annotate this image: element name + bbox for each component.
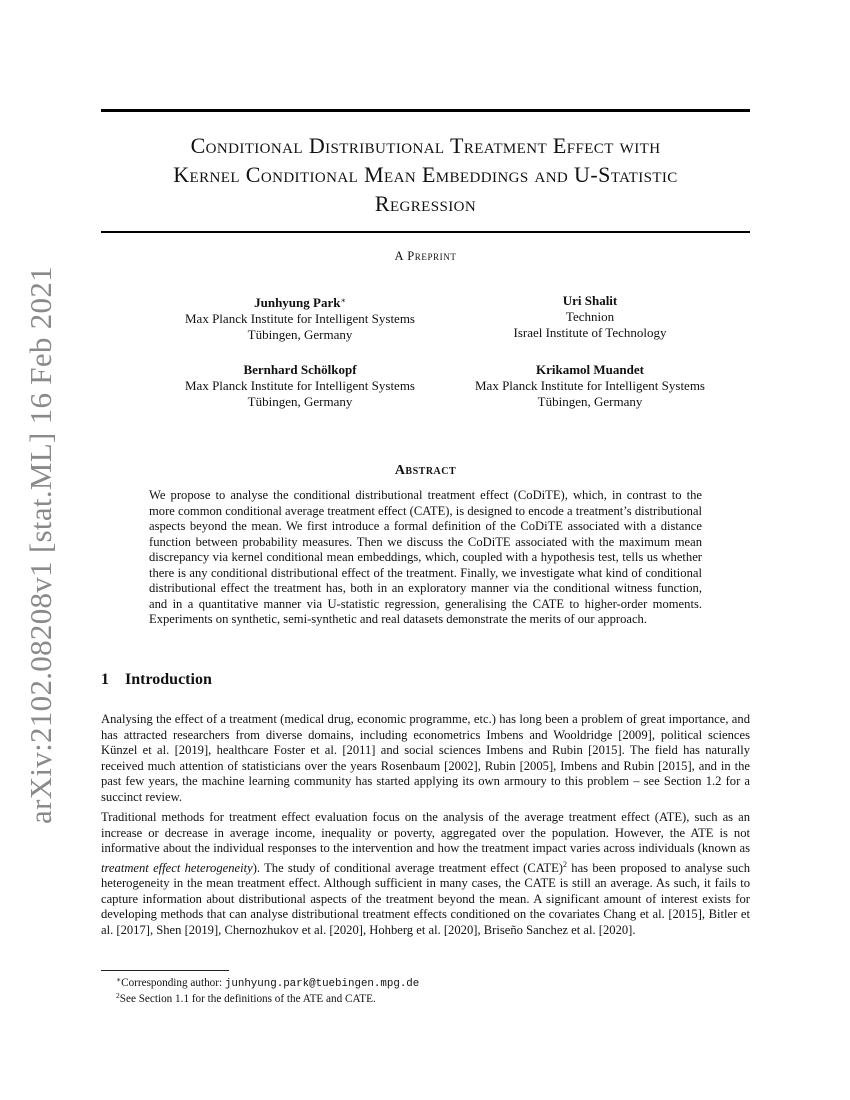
author-name: Bernhard Schölkopf <box>243 362 357 377</box>
author-location: Tübingen, Germany <box>537 394 643 409</box>
title-line-1: Conditional Distributional Treatment Effect with <box>190 133 661 158</box>
author-affiliation: Technion <box>565 309 615 324</box>
author-affiliation: Max Planck Institute for Intelligent Systems <box>185 311 415 326</box>
author-name: Krikamol Muandet <box>536 362 644 377</box>
abstract-body: We propose to analyse the conditional distributional treatment effect (CoDiTE), which, in contrast to the more common conditional average treatment effect (CATE), is designed to encode a treatment’s distributional aspects beyond the mean. We first introduce a formal definition of the CoDiTE associated with a distance function between probability measures. Then we discuss the CoDiTE associated with the maximum mean discrepancy via kernel conditional mean embeddings, which, coupled with a hypothesis test, tells us whether there is any conditional distributional effect of the treatment. Finally, we investigate what kind of conditional distributional effect the treatment has, both in an exploratory manner via the conditional witness function, and in a quantitative manner via U-statistic regression, generalising the CATE to higher-order moments. Experiments on synthetic, semi-synthetic and real datasets demonstrate the merits of our approach. <box>149 488 703 626</box>
author-location: Tübingen, Germany <box>247 394 353 409</box>
author-name: Uri Shalit <box>562 293 618 308</box>
section-number: 1 <box>101 671 109 688</box>
author-affiliation: Max Planck Institute for Intelligent Systems <box>475 378 705 393</box>
title-bottom-rule <box>101 231 750 233</box>
paragraph-text: has been proposed to analyse such heterogeneity in the mean treatment effect. Although sufficient in many cases, the CATE is still an average. As such, it fails to capture information about distributional aspects of the treatment beyond the mean. A significant amount of interest exists for developing methods that can analyse distributional treatment effects conditioned on the covariates Chang et al. [2015], Bitler et al. [2017], Shen [2019], Chernozhukov et al. [2020], Hohberg et al. [2020], Briseño Sanchez et al. [2020]. <box>101 860 751 937</box>
section-heading-introduction <box>101 671 212 689</box>
footnote-mark: 2 <box>563 859 567 869</box>
arxiv-identifier-stamp <box>0 0 58 824</box>
paragraph-text: Traditional methods for treatment effect evaluation focus on the analysis of the average treatment effect (ATE), such as an increase or decrease in average income, inequality or poverty, aggregated over the population. However, the ATE is not informative about the individual responses to the intervention and how the treatment impact varies across individuals (known as <box>101 810 750 855</box>
author-location: Tübingen, Germany <box>247 327 353 342</box>
author-block-shalit <box>440 293 740 341</box>
footnote-2 <box>116 991 376 1005</box>
author-location: Israel Institute of Technology <box>513 325 667 340</box>
footnote-mark: 2 <box>116 991 120 1000</box>
author-block-park <box>150 293 450 343</box>
footnote-rule <box>101 970 229 971</box>
emphasized-term: treatment effect heterogeneity <box>101 860 253 875</box>
author-affiliation: Max Planck Institute for Intelligent Systems <box>185 378 415 393</box>
paper-title <box>101 131 750 218</box>
footnote-mark: ∗ <box>116 975 122 984</box>
abstract-heading: Abstract <box>394 463 457 478</box>
author-email-link[interactable]: junhyung.park@tuebingen.mpg.de <box>224 978 420 990</box>
title-line-2: Kernel Conditional Mean Embeddings and U-Statistic <box>173 162 678 187</box>
corresponding-author-mark: ∗ <box>340 296 346 305</box>
section-title: Introduction <box>125 671 212 688</box>
arxiv-identifier-text: arXiv:2102.08208v1 [stat.ML] 16 Feb 2021 <box>23 266 58 824</box>
footnote-text: Corresponding author: <box>121 977 225 989</box>
paragraph-text: ). The study of conditional average treatment effect (CATE) <box>252 860 563 875</box>
title-line-3: Regression <box>374 191 477 216</box>
footnote-text: See Section 1.1 for the definitions of the ATE and CATE. <box>119 993 376 1005</box>
intro-paragraph-2 <box>101 810 750 938</box>
title-top-rule <box>101 109 750 112</box>
author-block-muandet <box>440 362 740 410</box>
author-name: Junhyung Park <box>254 295 341 310</box>
preprint-label: A Preprint <box>394 249 457 263</box>
footnote-1 <box>116 975 419 990</box>
author-block-schoelkopf <box>150 362 450 410</box>
intro-paragraph-1: Analysing the effect of a treatment (medical drug, economic programme, etc.) has long been a problem of great importance, and has attracted researchers from diverse domains, including econometrics Imbens and Wooldridge [2009], political sciences Künzel et al. [2019], healthcare Foster et al. [2011] and social sciences Imbens and Rubin [2015]. The field has naturally received much attention of statisticians over the years Rosenbaum [2002], Rubin [2005], Imbens and Rubin [2015], and in the past few years, the machine learning community has started applying its own armoury to this problem – see Section 1.2 for a succinct review. <box>101 712 750 804</box>
